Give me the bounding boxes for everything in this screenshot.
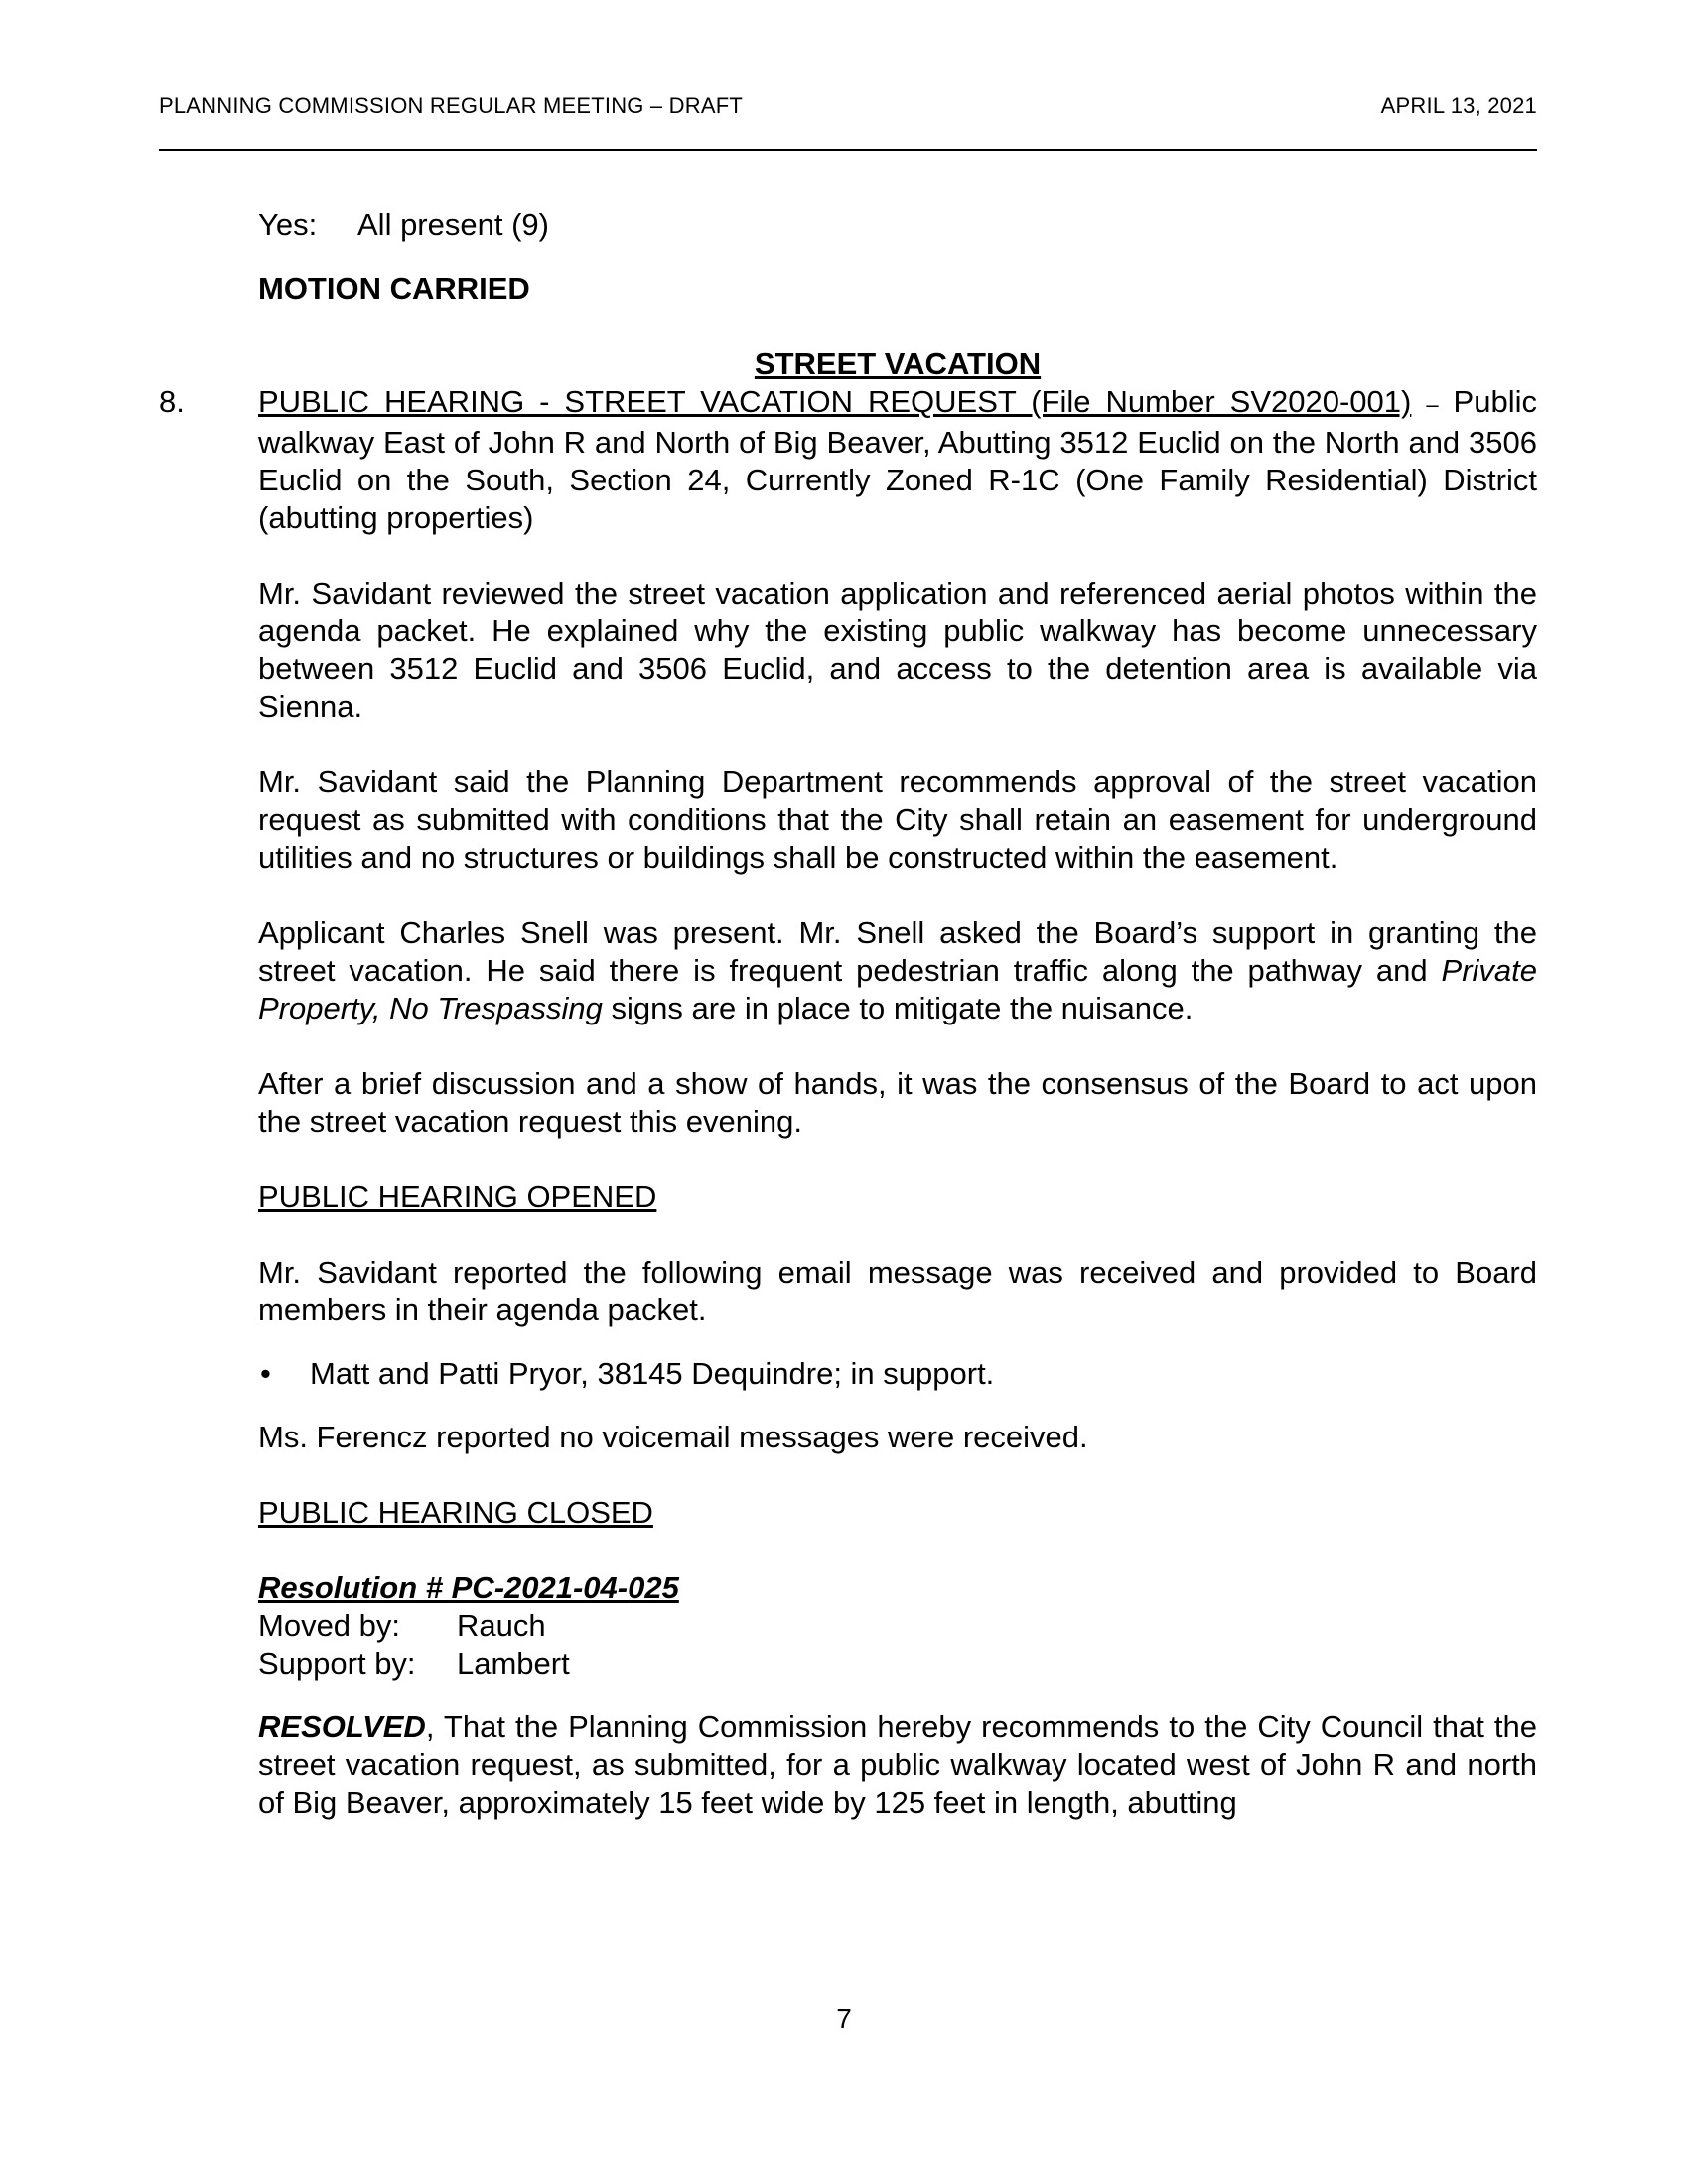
- paragraph-recommendation: Mr. Savidant said the Planning Department recommends approval of the street vacation request as submitted with conditions that the City shall retain an easement for underground utilities and no structures or buildings shall be constructed within the easement.: [258, 764, 1537, 875]
- bullet-text: Matt and Patti Pryor, 38145 Dequindre; in support.: [310, 1356, 995, 1391]
- support-by-value: Lambert: [457, 1646, 570, 1681]
- page-header: [159, 93, 1537, 119]
- hearing-closed: PUBLIC HEARING CLOSED: [258, 1495, 653, 1530]
- resolved-paragraph: [258, 1708, 1537, 1822]
- section-title: STREET VACATION: [754, 346, 1042, 381]
- paragraph-consensus: After a brief discussion and a show of hands, it was the consensus of the Board to act upon the street vacation request this evening.: [258, 1066, 1537, 1139]
- header-date: APRIL 13, 2021: [1380, 93, 1537, 118]
- paragraph-voicemail: Ms. Ferencz reported no voicemail messages were received.: [258, 1420, 1088, 1454]
- list-item: [258, 1355, 1537, 1393]
- item-heading: PUBLIC HEARING - STREET VACATION REQUEST (File Number SV2020-001): [258, 384, 1412, 419]
- applicant-signs-text: Private Property, No Trespassing: [258, 953, 1537, 1025]
- applicant-text-end: signs are in place to mitigate the nuisance.: [602, 991, 1194, 1025]
- resolved-word: RESOLVED: [258, 1709, 426, 1744]
- item-description: Public walkway East of John R and North of Big Beaver, Abutting 3512 Euclid on the North and 3506 Euclid on the South, Section 24, Currently Zoned R-1C (One Family Residential) District (abutting properties): [258, 384, 1537, 535]
- item-dash: –: [1426, 392, 1439, 417]
- agenda-item: [159, 383, 1537, 537]
- vote-value: All present (9): [357, 207, 549, 242]
- paragraph-review: Mr. Savidant reviewed the street vacation application and referenced aerial photos within the agenda packet. He explained why the existing public walkway has become unnecessary between 3512 Euclid and 3506 Euclid, and access to the detention area is available via Sienna.: [258, 576, 1537, 724]
- applicant-text-start: Applicant Charles Snell was present. Mr. Snell asked the Board’s support in granting the street vacation. He said there is frequent pedestrian traffic along the pathway and: [258, 915, 1537, 988]
- moved-by-label: Moved by:: [258, 1608, 401, 1643]
- paragraph-applicant: [258, 914, 1537, 1027]
- vote-label: Yes:: [258, 207, 318, 242]
- item-text: [258, 383, 1537, 537]
- vote-line: [258, 206, 1537, 244]
- bullet-icon: •: [260, 1356, 271, 1391]
- resolution-title: Resolution # PC-2021-04-025: [258, 1570, 679, 1605]
- header-title: PLANNING COMMISSION REGULAR MEETING – DRAFT: [159, 93, 744, 118]
- moved-by-value: Rauch: [457, 1608, 546, 1643]
- hearing-opened: PUBLIC HEARING OPENED: [258, 1179, 657, 1214]
- page-number: 7: [836, 2003, 852, 2034]
- document-body: [159, 206, 1537, 1822]
- support-by-label: Support by:: [258, 1646, 416, 1681]
- support-by-line: [258, 1645, 1537, 1683]
- paragraph-email: Mr. Savidant reported the following email message was received and provided to Board members in their agenda packet.: [258, 1255, 1537, 1327]
- header-rule: [159, 149, 1537, 151]
- item-number: 8.: [159, 384, 185, 419]
- resolved-text: , That the Planning Commission hereby recommends to the City Council that the street vacation request, as submitted, for a public walkway located west of John R and north of Big Beaver, approximately 15 feet wide by 125 feet in length, abutting: [258, 1709, 1537, 1820]
- motion-carried: MOTION CARRIED: [258, 271, 530, 306]
- moved-by-line: [258, 1607, 1537, 1645]
